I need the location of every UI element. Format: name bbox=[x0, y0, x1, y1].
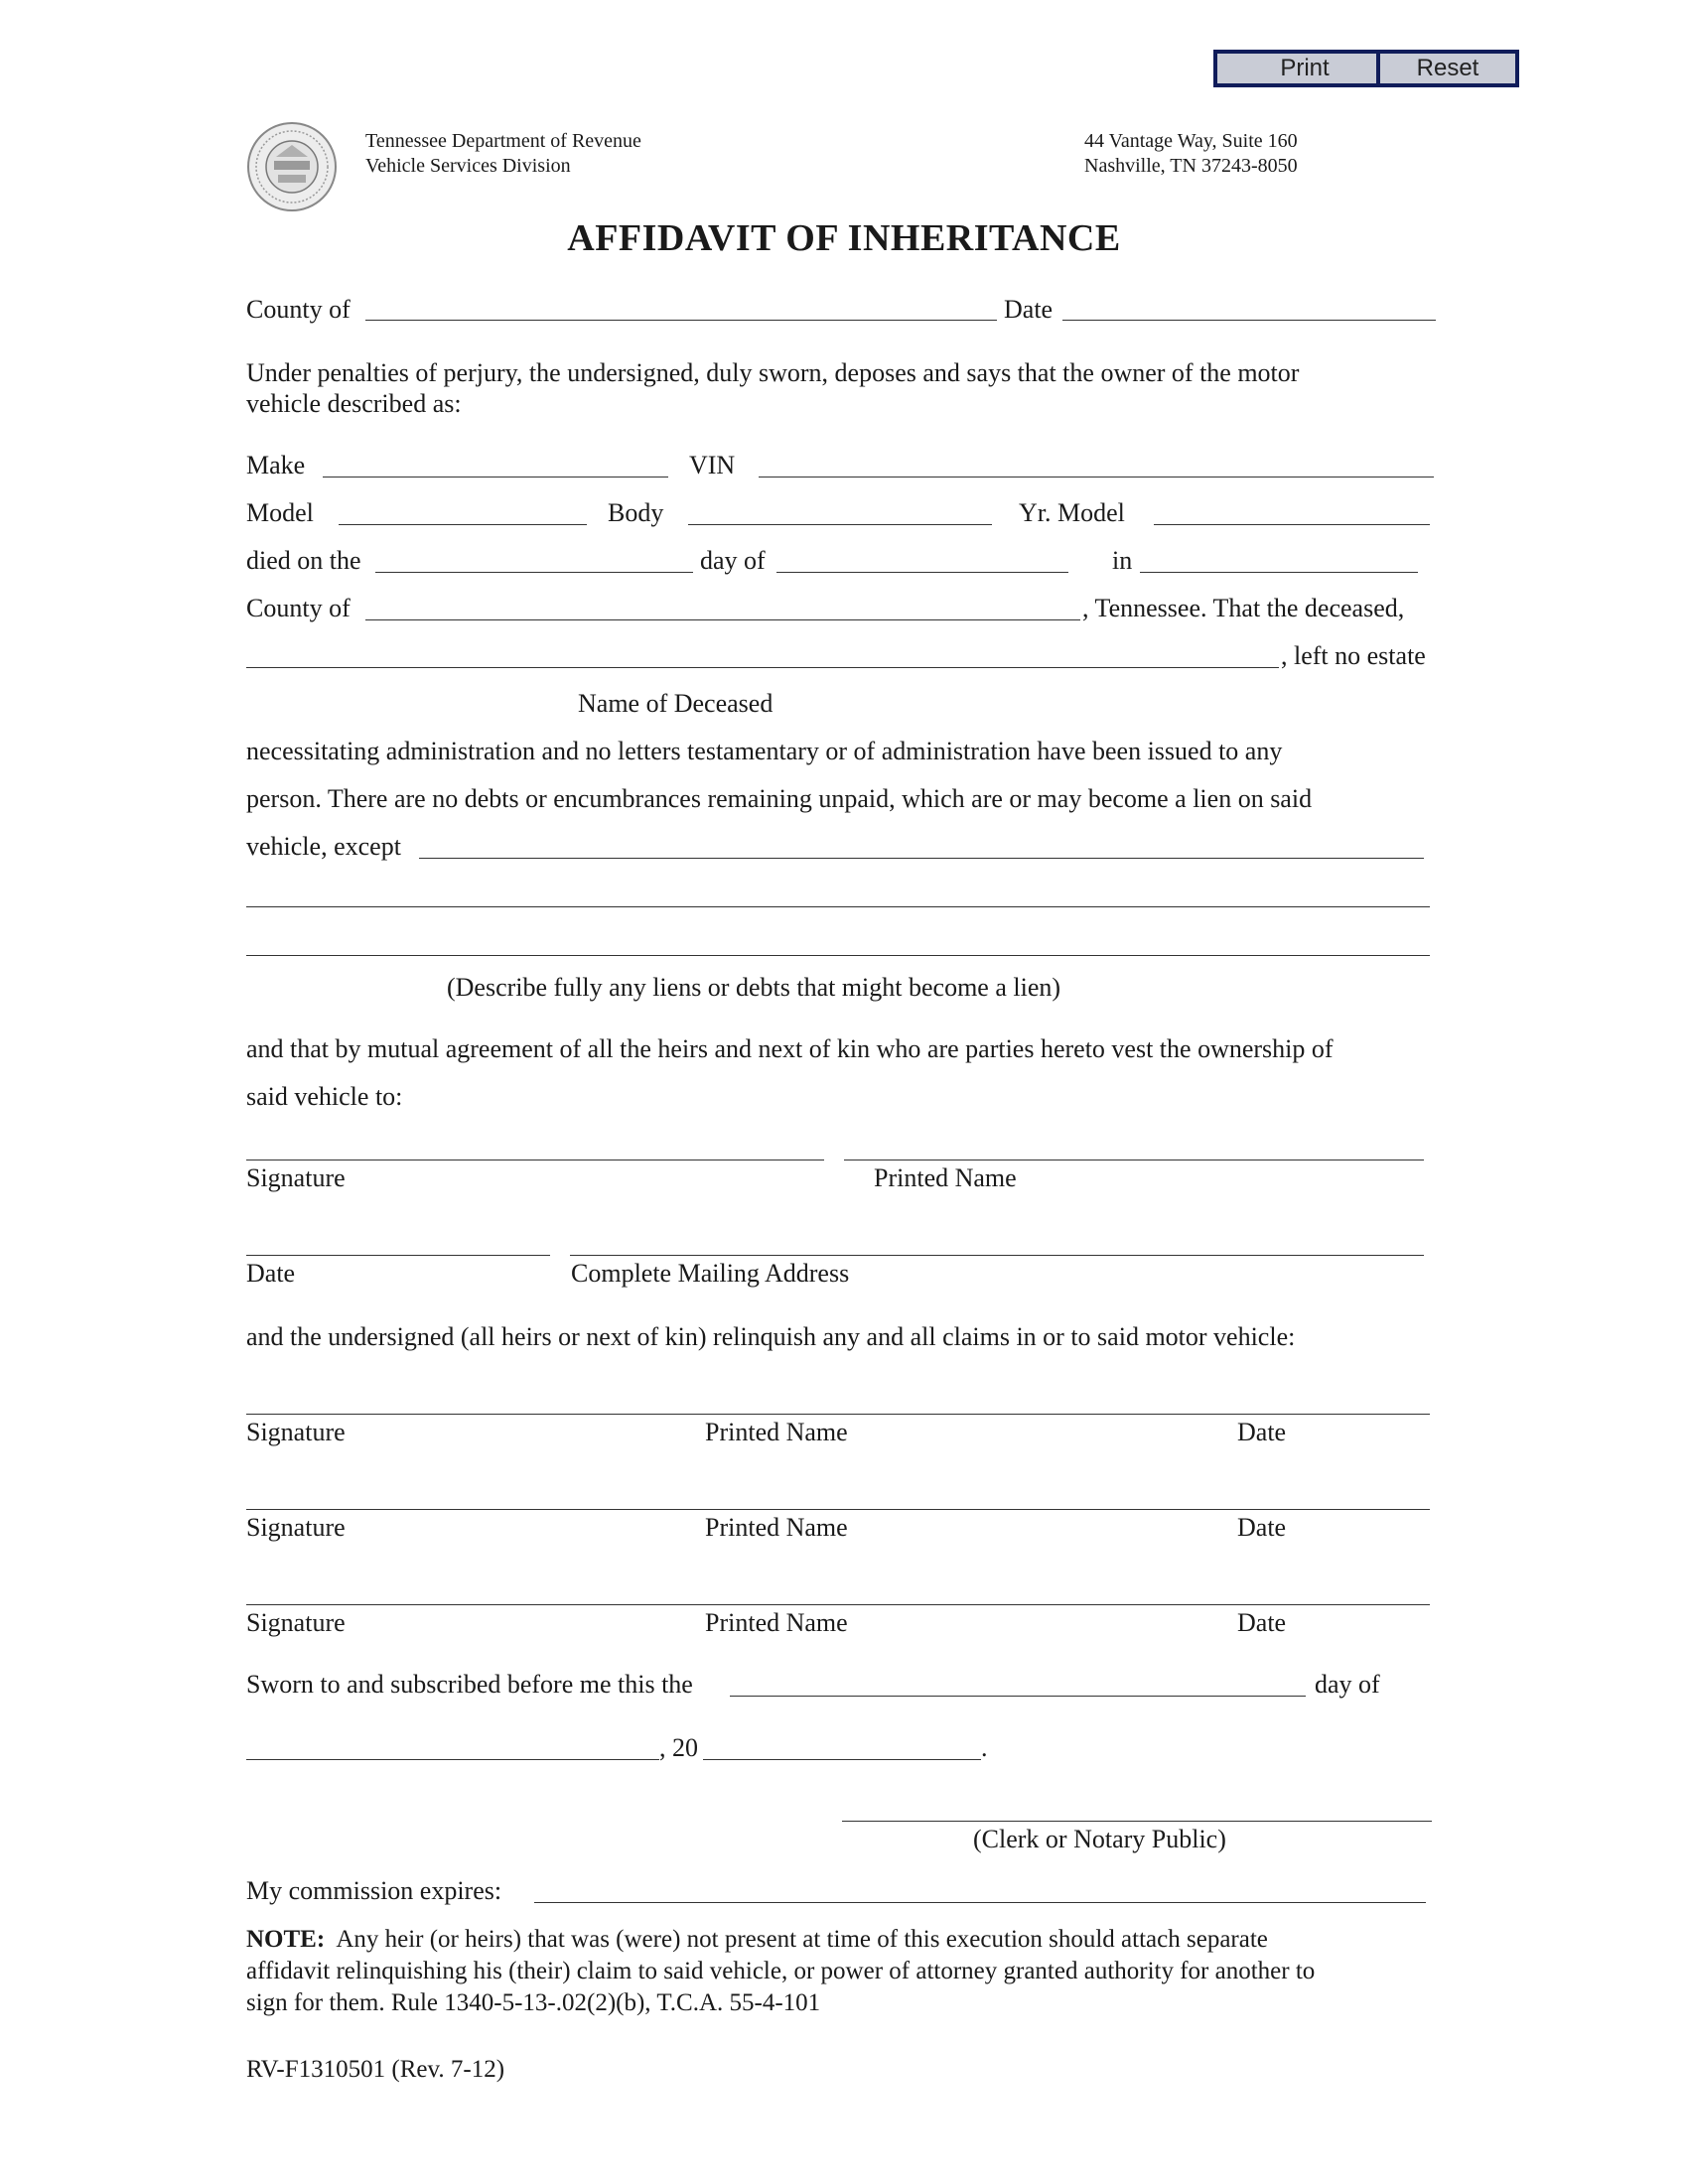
yr-model-label: Yr. Model bbox=[1019, 498, 1125, 527]
clerk-signature-field[interactable] bbox=[842, 1821, 1432, 1822]
heir-printed-name-label: Printed Name bbox=[705, 1513, 848, 1542]
note-text-1: Any heir (or heirs) that was (were) not present at time of this execution should attach separate bbox=[336, 1926, 1268, 1953]
model-field[interactable] bbox=[339, 524, 587, 525]
print-button[interactable]: Print bbox=[1213, 50, 1396, 87]
address-line1: 44 Vantage Way, Suite 160 bbox=[1084, 130, 1298, 152]
department-name: Tennessee Department of Revenue bbox=[365, 130, 641, 152]
note-line1 bbox=[246, 1924, 1268, 1956]
intro-text-line2: vehicle described as: bbox=[246, 389, 462, 418]
date-field[interactable] bbox=[1062, 320, 1436, 321]
tennessee-state-seal-icon bbox=[246, 117, 338, 216]
liens-field-2[interactable] bbox=[246, 906, 1430, 907]
county2-field[interactable] bbox=[365, 619, 1080, 620]
heir-date-label: Date bbox=[1237, 1418, 1287, 1446]
note-line2: affidavit relinquishing his (their) claim to said vehicle, or power of attorney granted authority for another to bbox=[246, 1958, 1316, 1984]
date-label: Date bbox=[1004, 295, 1054, 324]
commission-label: My commission expires: bbox=[246, 1876, 502, 1905]
deceased-name-field[interactable] bbox=[246, 667, 1279, 668]
heir-signature-line-3[interactable] bbox=[246, 1604, 1430, 1605]
body-text-line2: person. There are no debts or encumbrances remaining unpaid, which are or may become a lien on said bbox=[246, 784, 1313, 813]
died-year-field[interactable] bbox=[1140, 572, 1418, 573]
heir-signature-label: Signature bbox=[246, 1418, 346, 1446]
intro-text-line1: Under penalties of perjury, the undersigned, duly sworn, deposes and says that the owner of the motor bbox=[246, 358, 1300, 387]
heir-date-label: Date bbox=[1237, 1608, 1287, 1637]
describe-liens-caption: (Describe fully any liens or debts that might become a lien) bbox=[447, 973, 1061, 1002]
sworn-year-prefix: , 20 bbox=[659, 1733, 698, 1762]
address-line2: Nashville, TN 37243-8050 bbox=[1084, 155, 1298, 177]
left-no-estate-text: , left no estate bbox=[1281, 641, 1426, 670]
new-owner-printed-name-label: Printed Name bbox=[874, 1163, 1017, 1192]
sworn-month-field[interactable] bbox=[246, 1759, 659, 1760]
heir-printed-name-label: Printed Name bbox=[705, 1418, 848, 1446]
mailing-address-field[interactable] bbox=[570, 1255, 1424, 1256]
county2-label: County of bbox=[246, 594, 351, 622]
body-label: Body bbox=[608, 498, 664, 527]
tennessee-text: , Tennessee. That the deceased, bbox=[1082, 594, 1405, 622]
mutual-text-line1: and that by mutual agreement of all the heirs and next of kin who are parties hereto vest the ownership of bbox=[246, 1034, 1334, 1063]
sworn-year-field[interactable] bbox=[703, 1759, 981, 1760]
form-number: RV-F1310501 (Rev. 7-12) bbox=[246, 2056, 505, 2083]
vehicle-except-label: vehicle, except bbox=[246, 832, 401, 861]
model-label: Model bbox=[246, 498, 314, 527]
clerk-caption: (Clerk or Notary Public) bbox=[973, 1825, 1226, 1853]
heir-signature-line-2[interactable] bbox=[246, 1509, 1430, 1510]
sworn-period: . bbox=[981, 1733, 988, 1762]
new-owner-date-label: Date bbox=[246, 1259, 296, 1288]
body-text-line1: necessitating administration and no letters testamentary or of administration have been issued to any bbox=[246, 737, 1283, 765]
heir-signature-label: Signature bbox=[246, 1513, 346, 1542]
relinquish-text: and the undersigned (all heirs or next of kin) relinquish any and all claims in or to said motor vehicle: bbox=[246, 1322, 1296, 1351]
note-label: NOTE: bbox=[246, 1926, 326, 1953]
heir-date-label: Date bbox=[1237, 1513, 1287, 1542]
division-name: Vehicle Services Division bbox=[365, 155, 571, 177]
vin-label: VIN bbox=[689, 451, 736, 479]
note-line3: sign for them. Rule 1340-5-13-.02(2)(b), T.C.A. 55-4-101 bbox=[246, 1989, 821, 2016]
heir-signature-label: Signature bbox=[246, 1608, 346, 1637]
commission-expires-field[interactable] bbox=[534, 1902, 1426, 1903]
liens-field-1[interactable] bbox=[419, 858, 1424, 859]
page-title: AFFIDAVIT OF INHERITANCE bbox=[567, 217, 1121, 259]
died-day-field[interactable] bbox=[375, 572, 693, 573]
died-on-label: died on the bbox=[246, 546, 361, 575]
day-of-label: day of bbox=[700, 546, 766, 575]
in-label: in bbox=[1112, 546, 1133, 575]
new-owner-date-field[interactable] bbox=[246, 1255, 550, 1256]
died-month-field[interactable] bbox=[776, 572, 1068, 573]
sworn-day-field[interactable] bbox=[730, 1696, 1306, 1697]
reset-button[interactable]: Reset bbox=[1376, 50, 1519, 87]
mailing-address-label: Complete Mailing Address bbox=[571, 1259, 850, 1288]
new-owner-signature-label: Signature bbox=[246, 1163, 346, 1192]
liens-field-3[interactable] bbox=[246, 955, 1430, 956]
make-field[interactable] bbox=[323, 477, 668, 478]
sworn-day-of-label: day of bbox=[1315, 1670, 1380, 1699]
vin-field[interactable] bbox=[759, 477, 1434, 478]
make-label: Make bbox=[246, 451, 306, 479]
name-of-deceased-caption: Name of Deceased bbox=[578, 689, 774, 718]
body-field[interactable] bbox=[688, 524, 992, 525]
yr-model-field[interactable] bbox=[1154, 524, 1430, 525]
sworn-text: Sworn to and subscribed before me this the bbox=[246, 1670, 693, 1699]
mutual-text-line2: said vehicle to: bbox=[246, 1082, 403, 1111]
county-label: County of bbox=[246, 295, 351, 324]
heir-printed-name-label: Printed Name bbox=[705, 1608, 848, 1637]
county-field[interactable] bbox=[365, 320, 997, 321]
heir-signature-line-1[interactable] bbox=[246, 1414, 1430, 1415]
